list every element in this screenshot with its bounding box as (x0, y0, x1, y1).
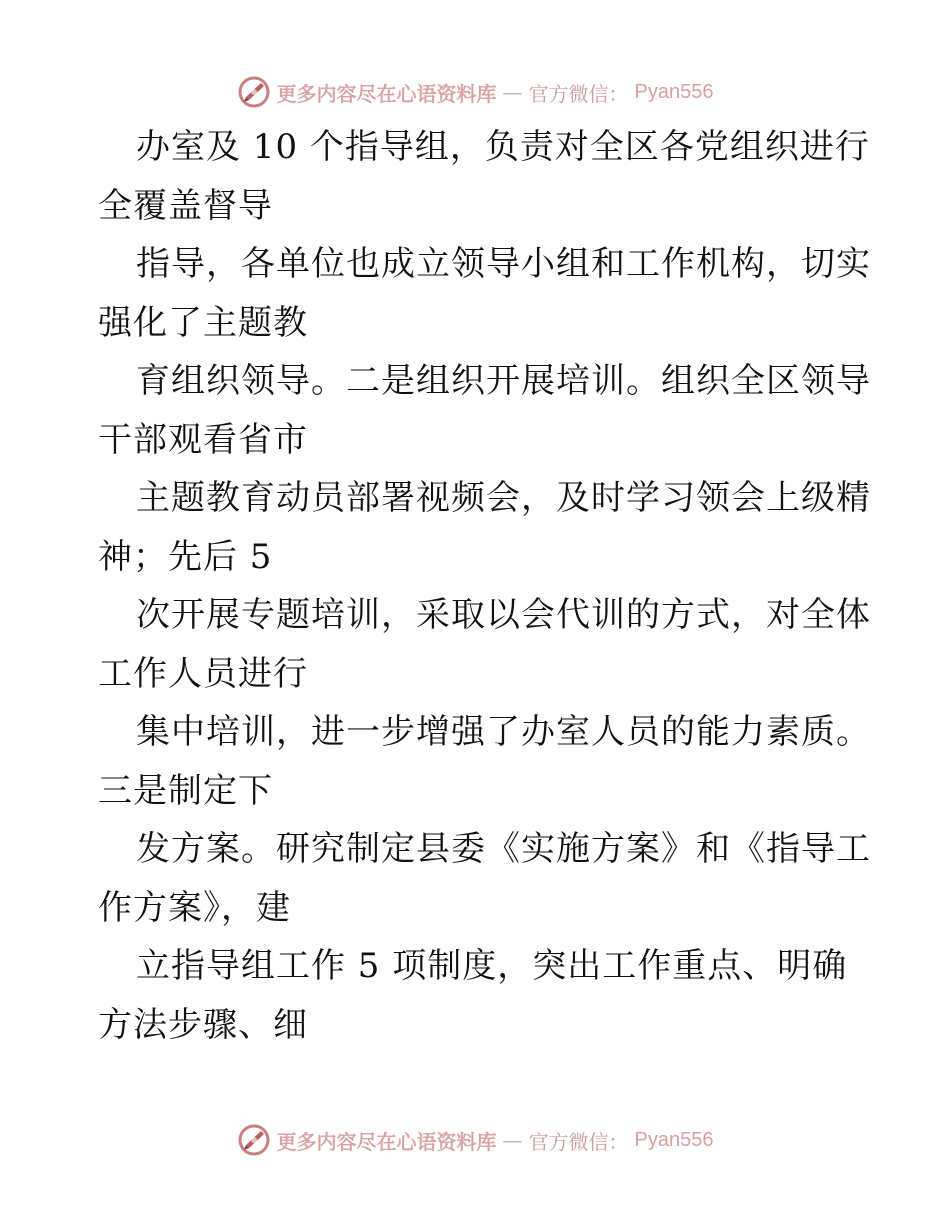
watermark-brand (237, 75, 714, 109)
brand-wechat-label: 官方微信： (528, 81, 629, 106)
document-body (98, 118, 871, 1054)
footer-watermark (0, 1120, 950, 1160)
body-line: 指导，各单位也成立领导小组和工作机构，切实 (136, 244, 871, 284)
brand-dash: — (502, 1128, 523, 1152)
body-line: 强化了主题教 (98, 302, 308, 343)
body-line: 主题教育动员部署视频会，及时学习领会上级精 (136, 478, 871, 518)
body-line: 育组织领导。二是组织开展培训。组织全区领导 (136, 361, 871, 401)
watermark-brand (237, 1123, 714, 1157)
body-line: 三是制定下 (98, 770, 273, 811)
body-line: 次开展专题培训，采取以会代训的方式，对全体 (136, 595, 871, 635)
brand-wechat-handle: Pyan556 (634, 80, 714, 103)
brand-wechat-label: 官方微信： (528, 1129, 629, 1154)
brand-dash: — (502, 80, 523, 104)
brand-wechat-handle: Pyan556 (634, 1128, 714, 1151)
body-line: 集中培训，进一步增强了办室人员的能力素质。 (136, 712, 871, 752)
brand-name: 更多内容尽在心语资料库 (276, 1129, 497, 1154)
body-line: 神；先后 5 (98, 536, 273, 577)
body-line: 发方案。研究制定县委《实施方案》和《指导工 (136, 829, 871, 869)
body-line: 办室及 10 个指导组，负责对全区各党组织进行 (136, 127, 870, 167)
body-line: 方法步骤、细 (98, 1004, 308, 1045)
body-line: 干部观看省市 (98, 419, 308, 460)
header-watermark (0, 72, 950, 112)
body-line: 立指导组工作 5 项制度，突出工作重点、明确 (136, 946, 848, 986)
brand-name: 更多内容尽在心语资料库 (276, 81, 497, 106)
body-line: 全覆盖督导 (98, 185, 273, 226)
body-line: 作方案》，建 (98, 887, 291, 928)
brand-logo-icon (237, 75, 271, 109)
body-line: 工作人员进行 (98, 653, 308, 694)
brand-logo-icon (237, 1123, 271, 1157)
